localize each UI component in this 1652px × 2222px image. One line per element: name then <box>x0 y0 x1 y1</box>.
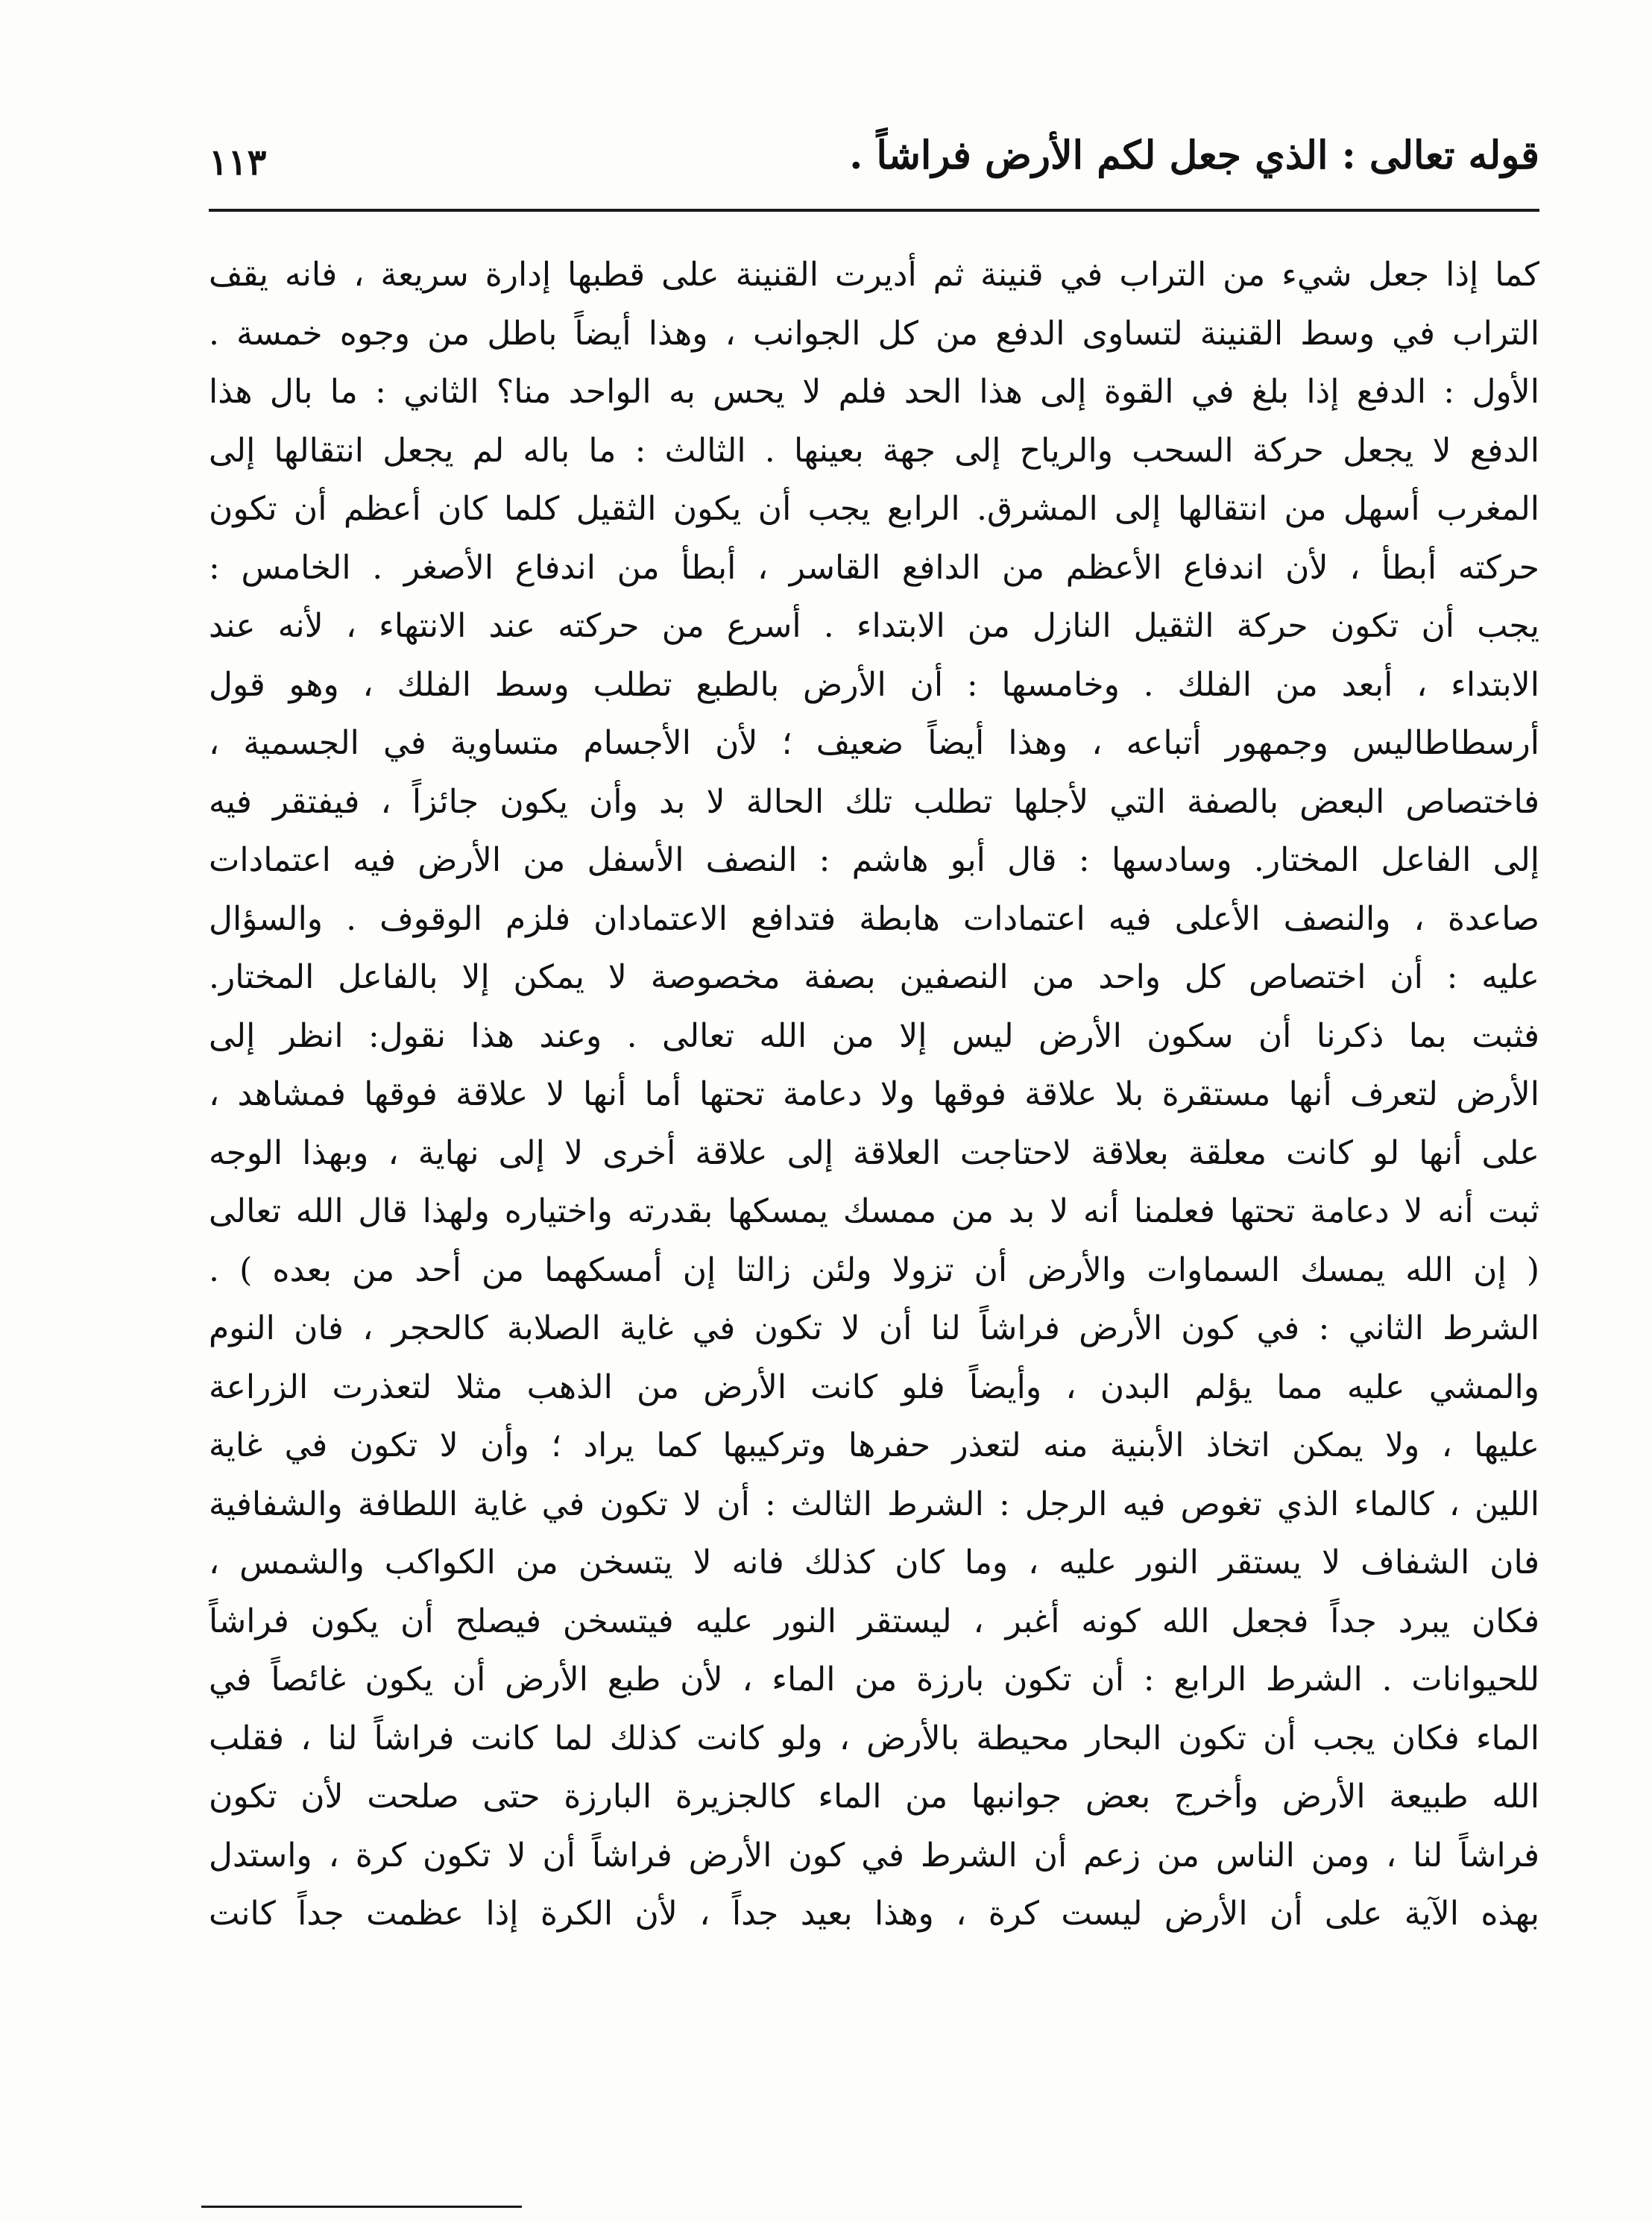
text-line: على أنها لو كانت معلقة بعلاقة لاحتاجت العلاقة إلى علاقة أخرى لا إلى نهاية ، وبهذا الوجه <box>209 1133 1539 1172</box>
text-line: المغرب أسهل من انتقالها إلى المشرق. الرابع يجب أن يكون الثقيل كلما كان أعظم أن تكون <box>209 490 1539 528</box>
text-line: عليها ، ولا يمكن اتخاذ الأبنية منه لتعذر حفرها وتركيبها كما يراد ؛ وأن لا تكون في غاية <box>209 1426 1539 1464</box>
text-line: اللين ، كالماء الذي تغوص فيه الرجل : الشرط الثالث : أن لا تكون في غاية اللطافة والشفافية <box>209 1485 1539 1523</box>
text-line: الأول : الدفع إذا بلغ في القوة إلى هذا الحد فلم لا يحس به الواحد منا؟ الثاني : ما بال هذا <box>209 373 1539 411</box>
text-line: صاعدة ، والنصف الأعلى فيه اعتمادات هابطة فتدافع الاعتمادان فلزم الوقوف . والسؤال <box>209 899 1539 938</box>
text-line: إلى الفاعل المختار. وسادسها : قال أبو هاشم : النصف الأسفل من الأرض فيه اعتمادات <box>209 841 1539 879</box>
text-line: للحيوانات . الشرط الرابع : أن تكون بارزة من الماء ، لأن طبع الأرض أن يكون غائصاً في <box>209 1661 1539 1699</box>
text-line: فثبت بما ذكرنا أن سكون الأرض ليس إلا من الله تعالى . وعند هذا نقول: انظر إلى <box>209 1016 1539 1055</box>
text-line: الماء فكان يجب أن تكون البحار محيطة بالأرض ، ولو كانت كذلك لما كانت فراشاً لنا ، فقلب <box>209 1719 1539 1757</box>
page-number: ١١٣ <box>209 142 267 183</box>
footnote-rule <box>201 2206 522 2208</box>
text-line: والمشي عليه مما يؤلم البدن ، وأيضاً فلو كانت الأرض من الذهب مثلا لتعذرت الزراعة <box>209 1367 1539 1406</box>
text-line: عليه : أن اختصاص كل واحد من النصفين بصفة مخصوصة لا يمكن إلا بالفاعل المختار. <box>209 958 1539 996</box>
text-line: الدفع لا يجعل حركة السحب والرياح إلى جهة بعينها . الثالث : ما باله لم يجعل انتقالها إلى <box>209 431 1539 470</box>
text-line: الأرض لتعرف أنها مستقرة بلا علاقة فوقها ولا دعامة تحتها أما أنها لا علاقة فوقها فمشاهد ، <box>209 1075 1539 1113</box>
body-text <box>209 246 1539 1944</box>
running-head <box>209 119 1539 201</box>
text-line: الابتداء ، أبعد من الفلك . وخامسها : أن الأرض بالطبع تطلب وسط الفلك ، وهو قول <box>209 665 1539 704</box>
text-line: فكان يبرد جداً فجعل الله كونه أغبر ، ليستقر النور عليه فيتسخن فيصلح أن يكون فراشاً <box>209 1602 1539 1640</box>
text-line: التراب في وسط القنينة لتساوى الدفع من كل الجوانب ، وهذا أيضاً باطل من وجوه خمسة . <box>209 314 1539 353</box>
text-line: الله طبيعة الأرض وأخرج بعض جوانبها من الماء كالجزيرة البارزة حتى صلحت لأن تكون <box>209 1778 1539 1816</box>
header-rule <box>209 209 1539 212</box>
text-line: ( إن الله يمسك السماوات والأرض أن تزولا ولئن زالتا إن أمسكهما من أحد من بعده ) . <box>209 1250 1539 1289</box>
text-line: فان الشفاف لا يستقر النور عليه ، وما كان كذلك فانه لا يتسخن من الكواكب والشمس ، <box>209 1543 1539 1581</box>
text-line: بهذه الآية على أن الأرض ليست كرة ، وهذا بعيد جداً ، لأن الكرة إذا عظمت جداً كانت <box>209 1895 1539 1933</box>
text-line: ثبت أنه لا دعامة تحتها فعلمنا أنه لا بد من ممسك يمسكها بقدرته واختياره ولهذا قال الله تعالى <box>209 1192 1539 1230</box>
text-line: فاختصاص البعض بالصفة التي لأجلها تطلب تلك الحالة لا بد وأن يكون جائزاً ، فيفتقر فيه <box>209 782 1539 821</box>
text-line: يجب أن تكون حركة الثقيل النازل من الابتداء . أسرع من حركته عند الانتهاء ، لأنه عند <box>209 607 1539 645</box>
text-line: أرسطاطاليس وجمهور أتباعه ، وهذا أيضاً ضعيف ؛ لأن الأجسام متساوية في الجسمية ، <box>209 724 1539 762</box>
text-line: حركته أبطأ ، لأن اندفاع الأعظم من الدافع القاسر ، أبطأ من اندفاع الأصغر . الخامس : <box>209 548 1539 587</box>
running-head-title: قوله تعالى : الذي جعل لكم الأرض فراشاً . <box>849 133 1539 178</box>
text-line: فراشاً لنا ، ومن الناس من زعم أن الشرط في كون الأرض فراشاً أن لا تكون كرة ، واستدل <box>209 1836 1539 1875</box>
text-line: الشرط الثاني : في كون الأرض فراشاً لنا أن لا تكون في غاية الصلابة كالحجر ، فان النوم <box>209 1309 1539 1347</box>
text-line: كما إذا جعل شيء من التراب في قنينة ثم أديرت القنينة على قطبها إدارة سريعة ، فانه يقف <box>209 256 1539 294</box>
